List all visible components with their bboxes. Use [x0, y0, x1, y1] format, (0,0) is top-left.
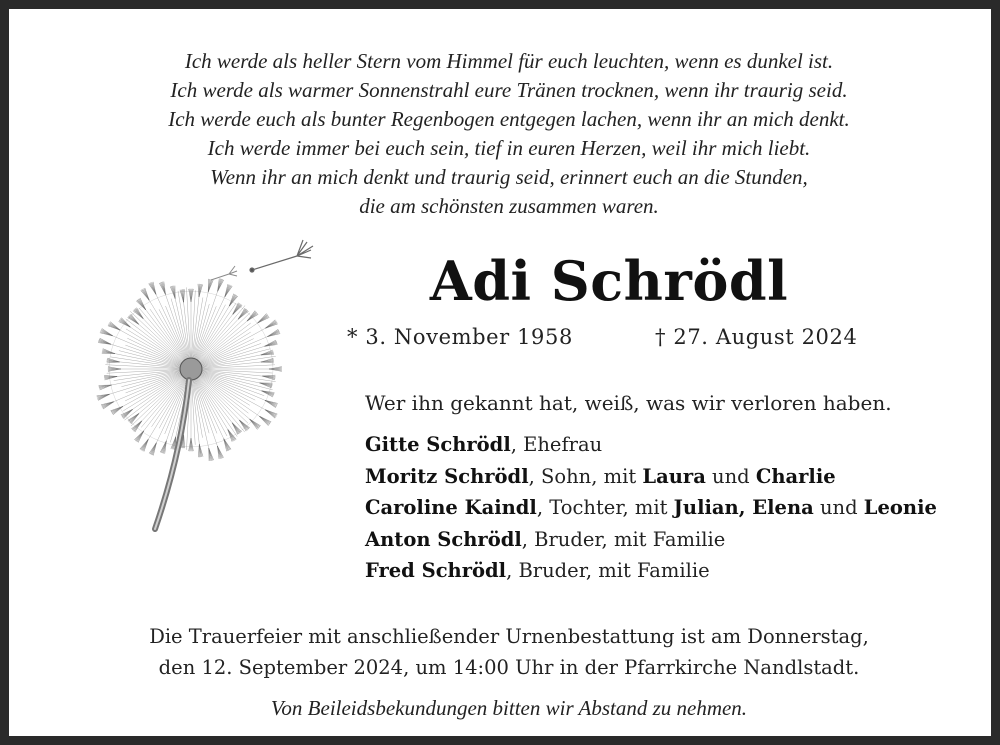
family-member: Leonie — [863, 496, 937, 519]
mourner-row — [365, 461, 937, 493]
conjunction: und — [705, 464, 756, 488]
memorial-quote: Wer ihn gekannt hat, weiß, was wir verloren haben. — [365, 391, 892, 415]
conjunction: und — [813, 496, 864, 519]
mourner-relation: , Tochter, mit — [536, 496, 674, 519]
mourner-row — [365, 555, 937, 587]
dandelion-illustration — [89, 234, 319, 534]
mourners-list — [365, 429, 937, 587]
poem-line: Ich werde als heller Stern vom Himmel für euch leuchten, wenn es dunkel ist. — [184, 49, 834, 73]
mourner-relation: , Ehefrau — [510, 433, 603, 456]
poem-line: Ich werde als warmer Sonnenstrahl eure Tränen trocknen, wenn ihr traurig seid. — [170, 78, 848, 102]
seed-head-center — [180, 358, 202, 380]
flying-seed — [211, 266, 237, 280]
mourner-name: Anton Schrödl — [365, 527, 522, 551]
closing-note: Von Beileidsbekundungen bitten wir Abstand zu nehmen. — [270, 696, 748, 720]
mourner-name: Fred Schrödl — [365, 559, 507, 582]
mourner-row — [365, 429, 937, 461]
dandelion-stem — [155, 380, 189, 529]
deceased-name: Adi Schrödl — [429, 249, 789, 313]
poem — [9, 47, 1000, 221]
mourner-name: Gitte Schrödl — [365, 433, 511, 456]
death-date: † 27. August 2024 — [655, 325, 858, 349]
mourner-name: Caroline Kaindl — [365, 496, 537, 519]
mourner-relation: , Bruder, mit Familie — [521, 527, 726, 551]
poem-line: die am schönsten zusammen waren. — [359, 194, 659, 218]
poem-line: Ich werde immer bei euch sein, tief in euren Herzen, weil ihr mich liebt. — [207, 136, 811, 160]
ceremony-info — [9, 621, 1000, 683]
mourner-relation: , Sohn, mit — [528, 464, 643, 488]
mourner-name: Moritz Schrödl — [365, 464, 529, 488]
mourner-relation: , Bruder, mit Familie — [506, 559, 710, 582]
family-member: Charlie — [755, 464, 836, 488]
mourner-row — [365, 524, 937, 556]
family-member: Laura — [642, 464, 706, 488]
poem-line: Ich werde euch als bunter Regenbogen entgegen lachen, wenn ihr an mich denkt. — [168, 107, 850, 131]
birth-date: * 3. November 1958 — [347, 325, 573, 349]
ceremony-line: Die Trauerfeier mit anschließender Urnenbestattung ist am Donnerstag, — [149, 625, 869, 648]
poem-line: Wenn ihr an mich denkt und traurig seid, erinnert euch an die Stunden, — [210, 165, 808, 189]
ceremony-line: den 12. September 2024, um 14:00 Uhr in der Pfarrkirche Nandlstadt. — [158, 656, 860, 679]
mourner-row — [365, 492, 937, 524]
flying-seed — [250, 240, 313, 272]
family-member: Julian, Elena — [673, 496, 814, 519]
